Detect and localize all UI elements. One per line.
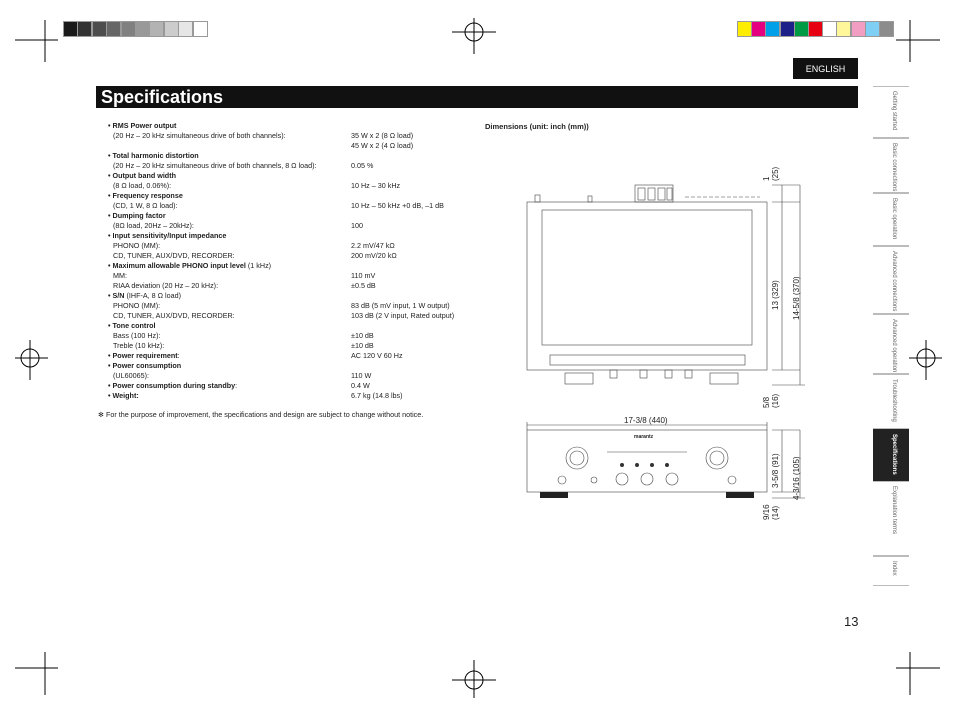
spec-value: 10 Hz – 30 kHz xyxy=(351,181,401,190)
spec-value: ±10 dB xyxy=(351,331,374,340)
spec-row xyxy=(108,201,478,211)
spec-label xyxy=(108,231,226,241)
dim-depth-body: 13 (329) xyxy=(771,280,780,310)
spec-row xyxy=(108,231,478,241)
spec-value: ±0.5 dB xyxy=(351,281,376,290)
tab-label: Index xyxy=(891,561,897,576)
tab-label: Advanced connections xyxy=(891,251,897,312)
spec-label xyxy=(108,351,180,361)
spec-value: 103 dB (2 V input, Rated output) xyxy=(351,311,455,320)
spec-label-text: (20 Hz – 20 kHz simultaneous drive of both channels, 8 Ω load): xyxy=(113,161,317,170)
tab-label: Basic operation xyxy=(891,198,897,240)
spec-label-text: • Output band width xyxy=(108,171,176,180)
page-number: 13 xyxy=(844,614,859,629)
spec-row xyxy=(108,351,478,361)
spec-row xyxy=(108,141,478,151)
specifications-list xyxy=(108,121,478,401)
tab-getting-started[interactable] xyxy=(873,86,909,138)
spec-row xyxy=(108,271,478,281)
spec-row xyxy=(108,181,478,191)
color-swatch xyxy=(836,21,851,37)
tab-troubleshooting[interactable] xyxy=(873,374,909,429)
color-swatch xyxy=(851,21,866,37)
gray-swatch xyxy=(92,21,107,37)
spec-value: 110 W xyxy=(351,371,372,380)
gray-swatch xyxy=(121,21,136,37)
tab-label: Explanation terms xyxy=(891,486,897,535)
spec-row xyxy=(108,391,478,401)
spec-label xyxy=(108,191,183,201)
spec-label xyxy=(108,361,181,371)
spec-label xyxy=(108,291,181,301)
tab-label: Getting started xyxy=(891,91,897,131)
spec-label-text: • Dumping factor xyxy=(108,211,166,220)
spec-label-text: (20 Hz – 20 kHz simultaneous drive of both channels): xyxy=(113,131,286,140)
spec-value: 0.05 % xyxy=(351,161,374,170)
spec-row xyxy=(108,381,478,391)
spec-row xyxy=(108,291,478,301)
spec-label xyxy=(113,251,235,261)
spec-value: 6.7 kg (14.8 lbs) xyxy=(351,391,403,400)
title-bar xyxy=(96,86,858,108)
spec-label xyxy=(108,261,271,271)
spec-label-text: CD, TUNER, AUX/DVD, RECORDER: xyxy=(113,311,235,320)
spec-value: 35 W x 2 (8 Ω load) xyxy=(351,131,414,140)
spec-label xyxy=(108,211,166,221)
spec-row xyxy=(108,311,478,321)
tab-basic-operation[interactable] xyxy=(873,193,909,246)
gray-swatch xyxy=(193,21,208,37)
spec-label-text: • Total harmonic distortion xyxy=(108,151,199,160)
spec-row xyxy=(108,161,478,171)
spec-label xyxy=(113,241,160,251)
color-swatch xyxy=(808,21,823,37)
tab-explanation-terms[interactable] xyxy=(873,481,909,556)
tab-label: Troubleshooting xyxy=(891,379,897,422)
spec-label xyxy=(113,281,218,291)
spec-row xyxy=(108,171,478,181)
spec-label-text: PHONO (MM): xyxy=(113,241,161,250)
spec-row xyxy=(108,361,478,371)
spec-label xyxy=(108,321,156,331)
spec-label-suffix: (IHF-A, 8 Ω load) xyxy=(124,291,181,300)
tab-basic-connections[interactable] xyxy=(873,138,909,193)
spec-row xyxy=(108,261,478,271)
spec-label-text: • S/N xyxy=(108,291,125,300)
spec-label-text: • Weight: xyxy=(108,391,139,400)
spec-value: 0.4 W xyxy=(351,381,370,390)
spec-label-text: • Power requirement xyxy=(108,351,178,360)
page-title: Specifications xyxy=(101,87,224,107)
spec-label xyxy=(108,391,139,401)
dim-foot-top: 5/8 (16) xyxy=(762,393,780,408)
spec-label xyxy=(108,121,176,131)
spec-label xyxy=(113,341,164,351)
gray-swatch xyxy=(178,21,193,37)
spec-label-text: RIAA deviation (20 Hz – 20 kHz): xyxy=(113,281,219,290)
spec-row xyxy=(108,191,478,201)
spec-label xyxy=(113,331,161,341)
tab-index[interactable] xyxy=(873,556,909,586)
spec-row xyxy=(108,321,478,331)
color-swatch xyxy=(765,21,780,37)
spec-label-text: • Power consumption xyxy=(108,361,182,370)
gray-swatch xyxy=(149,21,164,37)
spec-label-suffix: (1 kHz) xyxy=(245,261,272,270)
spec-row xyxy=(108,211,478,221)
spec-value: 83 dB (5 mV input, 1 W output) xyxy=(351,301,450,310)
spec-row xyxy=(108,331,478,341)
spec-value: 110 mV xyxy=(351,271,376,280)
spec-label xyxy=(113,311,235,321)
color-swatch xyxy=(865,21,880,37)
footnote: ✻ For the purpose of improvement, the specifications and design are subject to change without notice. xyxy=(98,410,424,419)
spec-value: ±10 dB xyxy=(351,341,374,350)
dim-height-body: 3-5/8 (91) xyxy=(771,453,780,488)
spec-row xyxy=(108,121,478,131)
gray-swatch xyxy=(77,21,92,37)
spec-label-text: MM: xyxy=(113,271,127,280)
dim-height-total: 4-3/16 (105) xyxy=(792,456,801,500)
spec-value: 100 xyxy=(351,221,363,230)
spec-label-text: Treble (10 kHz): xyxy=(113,341,165,350)
color-swatch xyxy=(794,21,809,37)
tab-label: Advanced operation xyxy=(891,319,897,373)
tab-advanced-operation[interactable] xyxy=(873,314,909,374)
gray-swatch xyxy=(106,21,121,37)
spec-label xyxy=(113,181,171,191)
spec-row xyxy=(108,341,478,351)
spec-value: 2.2 mV/47 kΩ xyxy=(351,241,395,250)
spec-label xyxy=(113,301,160,311)
spec-row xyxy=(108,251,478,261)
spec-label-text: • RMS Power output xyxy=(108,121,177,130)
spec-label-text: • Input sensitivity/Input impedance xyxy=(108,231,227,240)
color-swatch xyxy=(737,21,752,37)
spec-row xyxy=(108,151,478,161)
spec-value: 10 Hz – 50 kHz +0 dB, –1 dB xyxy=(351,201,444,210)
spec-label xyxy=(108,171,176,181)
dim-width: 17-3/8 (440) xyxy=(624,416,668,425)
spec-label-text: (8 Ω load, 0.06%): xyxy=(113,181,172,190)
spec-row xyxy=(108,221,478,231)
color-swatch xyxy=(780,21,795,37)
spec-label xyxy=(108,151,199,161)
spec-label xyxy=(113,161,317,171)
spec-row xyxy=(108,131,478,141)
tab-specifications[interactable] xyxy=(873,429,909,481)
brand-logo: marantz xyxy=(634,434,654,440)
spec-label-text: (CD, 1 W, 8 Ω load): xyxy=(113,201,178,210)
dimensions-heading: Dimensions (unit: inch (mm)) xyxy=(485,122,589,131)
spec-label xyxy=(113,131,286,141)
dim-top-height: 1 (25) xyxy=(762,166,780,181)
spec-row xyxy=(108,241,478,251)
spec-label xyxy=(113,221,194,231)
spec-label-text: (8Ω load, 20Hz – 20kHz): xyxy=(113,221,194,230)
spec-label xyxy=(108,381,237,391)
tab-advanced-connections[interactable] xyxy=(873,246,909,314)
tab-label: Specifications xyxy=(891,434,897,475)
spec-row xyxy=(108,281,478,291)
spec-label-text: • Frequency response xyxy=(108,191,183,200)
spec-label-text: • Tone control xyxy=(108,321,156,330)
spec-row xyxy=(108,301,478,311)
spec-label xyxy=(113,271,127,281)
spec-label-suffix: : xyxy=(235,381,238,390)
spec-label xyxy=(113,201,178,211)
spec-value: 200 mV/20 kΩ xyxy=(351,251,397,260)
dim-foot-front: 9/16 (14) xyxy=(762,504,780,520)
spec-label-text: CD, TUNER, AUX/DVD, RECORDER: xyxy=(113,251,235,260)
color-swatch xyxy=(822,21,837,37)
color-swatch xyxy=(751,21,766,37)
color-swatch xyxy=(879,21,894,37)
language-badge: ENGLISH xyxy=(793,58,858,79)
spec-value: AC 120 V 60 Hz xyxy=(351,351,403,360)
spec-label xyxy=(113,371,149,381)
spec-value: 45 W x 2 (4 Ω load) xyxy=(351,141,414,150)
spec-label-text: • Maximum allowable PHONO input level xyxy=(108,261,246,270)
gray-swatch xyxy=(63,21,78,37)
spec-label-text: (UL60065): xyxy=(113,371,149,380)
spec-row xyxy=(108,371,478,381)
spec-label-text: • Power consumption during standby xyxy=(108,381,236,390)
spec-label-text: Bass (100 Hz): xyxy=(113,331,161,340)
tab-label: Basic connections xyxy=(891,143,897,192)
spec-label-text: PHONO (MM): xyxy=(113,301,161,310)
dim-depth-total: 14-5/8 (370) xyxy=(792,276,801,320)
gray-swatch xyxy=(135,21,150,37)
spec-label-suffix: : xyxy=(177,351,180,360)
gray-swatch xyxy=(164,21,179,37)
